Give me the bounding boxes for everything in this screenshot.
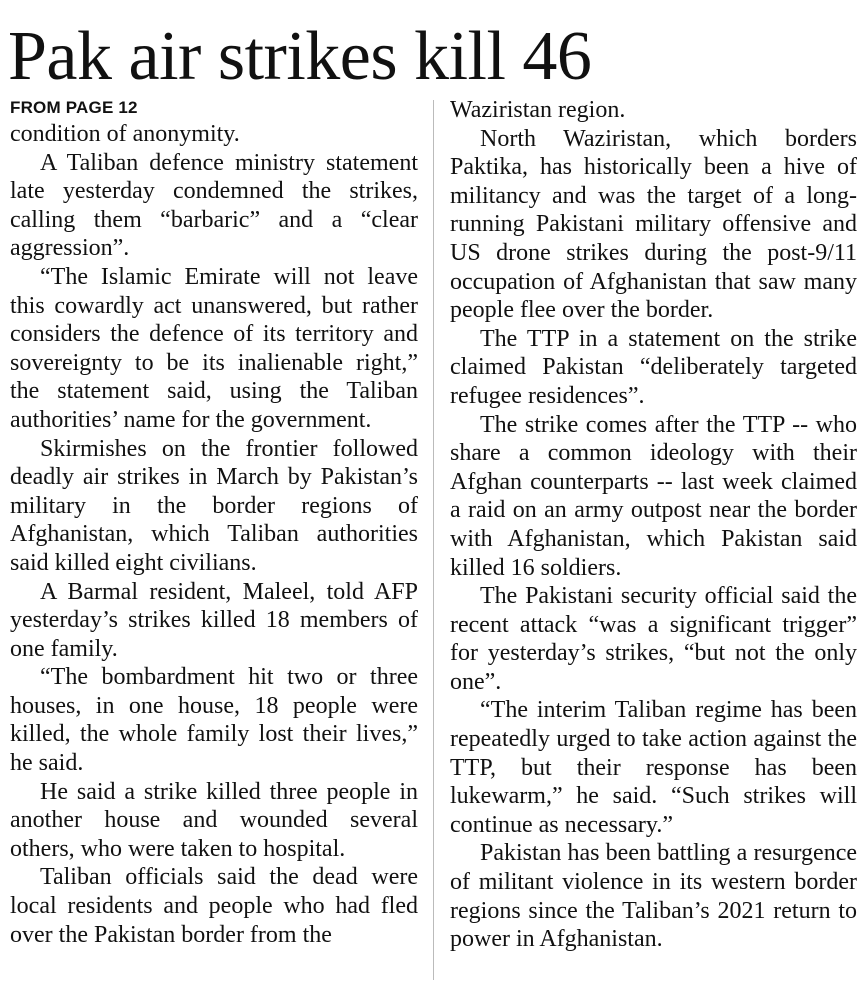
- headline: Pak air strikes kill 46: [8, 18, 592, 95]
- paragraph: The TTP in a statement on the strike claimed Pakistan “deliberately targeted refugee residences”.: [450, 325, 857, 409]
- paragraph: A Taliban defence ministry statement late yesterday condemned the strikes, calling them “barbaric” and a “clear aggression”.: [10, 149, 418, 262]
- article-column-right: [450, 96, 857, 954]
- paragraph: Waziristan region.: [450, 97, 626, 123]
- article-column-left: [10, 96, 418, 949]
- paragraph: Pakistan has been battling a resurgence of militant violence in its western border regions since the Taliban’s 2021 return to power in Afghanistan.: [450, 840, 857, 953]
- paragraph: The strike comes after the TTP -- who share a common ideology with their Afghan counterparts -- last week claimed a raid on an army outpost near the border with Afghanistan, which Pakistan said killed 16 soldiers.: [450, 411, 857, 581]
- continued-from-label: FROM PAGE 12: [10, 98, 138, 117]
- paragraph: Skirmishes on the frontier followed deadly air strikes in March by Pakistan’s military in the border regions of Afghanistan, which Taliban authorities said killed eight civilians.: [10, 435, 418, 576]
- paragraph: Taliban officials said the dead were local residents and people who had fled over the Pakistan border from the: [10, 864, 418, 948]
- paragraph: North Waziristan, which borders Paktika, has historically been a hive of militancy and was the target of a long-running Pakistani military offensive and US drone strikes during the post-9/11 occupation of Afghanistan that saw many people flee over the border.: [450, 125, 857, 324]
- paragraph: A Barmal resident, Maleel, told AFP yesterday’s strikes killed 18 members of one family.: [10, 578, 418, 662]
- column-divider: [433, 100, 434, 980]
- paragraph: “The bombardment hit two or three houses, in one house, 18 people were killed, the whole family lost their lives,” he said.: [10, 664, 418, 777]
- paragraph: “The interim Taliban regime has been repeatedly urged to take action against the TTP, but their response has been lukewarm,” he said. “Such strikes will continue as necessary.”: [450, 697, 857, 838]
- paragraph: condition of anonymity.: [10, 121, 240, 147]
- paragraph: He said a strike killed three people in another house and wounded several others, who were taken to hospital.: [10, 778, 418, 862]
- paragraph: The Pakistani security official said the recent attack “was a significant trigger” for yesterday’s strikes, “but not the only one”.: [450, 583, 857, 695]
- paragraph: “The Islamic Emirate will not leave this cowardly act unanswered, but rather considers the defence of its territory and sovereignty to be its inalienable right,” the statement said, using the Taliban authorities’ name for the government.: [10, 263, 418, 433]
